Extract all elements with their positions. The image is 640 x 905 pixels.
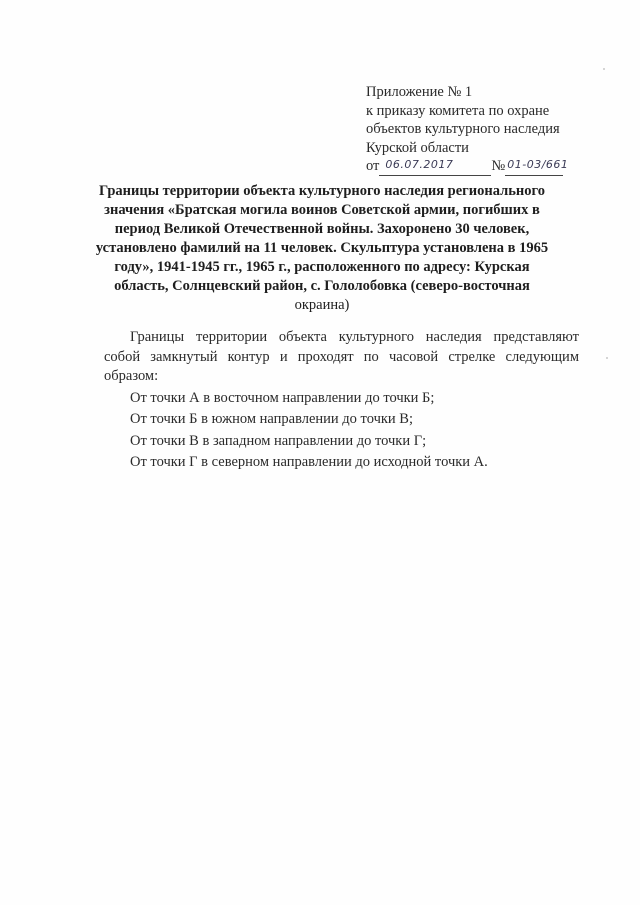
document-title [92,182,552,315]
title-line: установлено фамилий на 11 человек. Скульптура установлена в 1965 [95,240,549,256]
boundary-point: От точки Б в южном направлении до точки В; [130,411,413,427]
document-body [104,328,579,473]
scan-speck [606,357,608,359]
boundary-point: От точки В в западном направлении до точки Г; [130,432,427,449]
number-field [505,158,569,176]
title-line: значения «Братская могила воинов Советской армии, погибших в [104,202,540,218]
appendix-line: Приложение № 1 [366,84,473,100]
title-line: окраина) [294,297,350,313]
appendix-line: объектов культурного наследия [366,121,560,137]
number-label: № [491,158,506,174]
boundary-point: От точки Г в северном направлении до исходной точки А. [130,454,488,470]
appendix-line: Курской области [366,139,469,156]
boundary-description [104,328,579,387]
appendix-line: к приказу комитета по охране [366,102,550,119]
paragraph-line: образом: [104,368,159,384]
title-line: область, Солнцевский район, с. Гололобовка (северо-восточная [114,278,530,294]
title-line: году», 1941-1945 гг., 1965 г., расположенного по адресу: Курская [114,259,530,275]
paragraph-line: Границы территории объекта культурного наследия представляют [130,329,579,345]
title-line: Границы территории объекта культурного наследия регионального [99,183,545,199]
appendix-header [366,83,606,176]
date-field [379,158,491,176]
paragraph-line: собой замкнутый контур и проходят по часовой стрелке следующим [104,348,579,365]
date-number-line [366,157,606,176]
handwritten-date: 06.07.2017 [385,158,454,171]
handwritten-number: 01-03/661 [507,158,569,171]
scan-speck [603,68,605,70]
boundary-point: От точки А в восточном направлении до точки Б; [130,389,435,406]
from-label: от [366,158,380,174]
title-line: период Великой Отечественной войны. Захоронено 30 человек, [114,221,530,237]
